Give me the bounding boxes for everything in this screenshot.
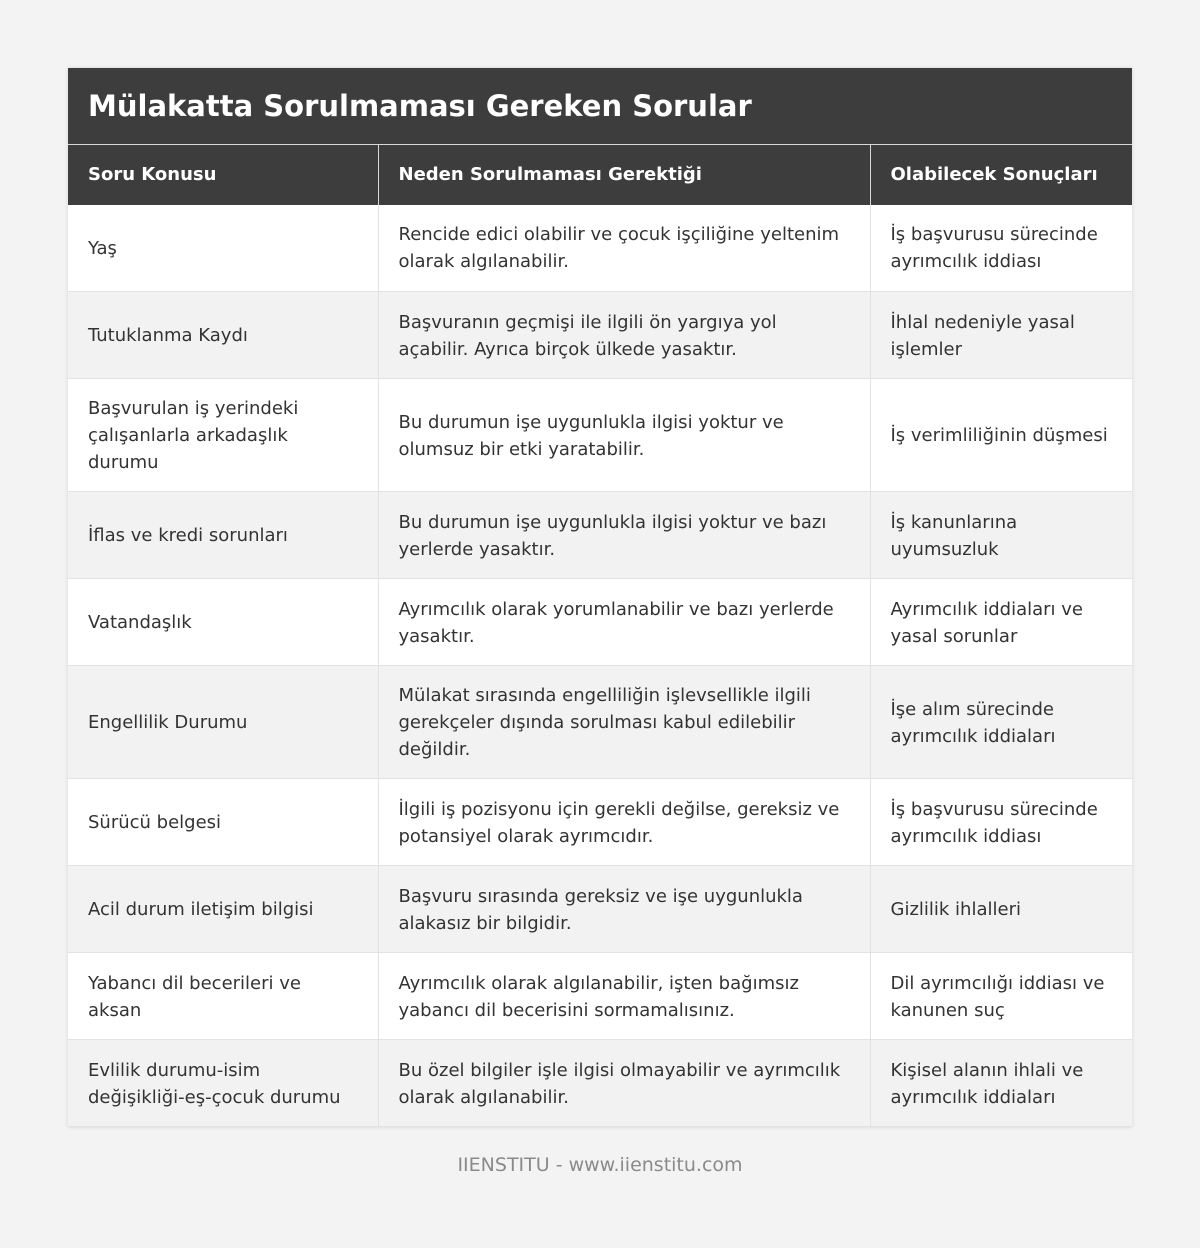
cell-reason: Ayrımcılık olarak yorumlanabilir ve bazı yerlerde yasaktır. <box>378 579 870 666</box>
column-header-consequence: Olabilecek Sonuçları <box>870 145 1132 205</box>
table-row <box>68 779 1132 866</box>
cell-topic: Vatandaşlık <box>68 579 378 666</box>
table-row <box>68 1040 1132 1127</box>
table-row <box>68 666 1132 779</box>
cell-topic: İflas ve kredi sorunları <box>68 492 378 579</box>
column-header-topic: Soru Konusu <box>68 145 378 205</box>
questions-table <box>68 144 1132 1127</box>
page-title: Mülakatta Sorulmaması Gereken Sorular <box>88 89 752 123</box>
cell-topic: Yabancı dil becerileri ve aksan <box>68 953 378 1040</box>
cell-reason: Başvuru sırasında gereksiz ve işe uygunlukla alakasız bir bilgidir. <box>378 866 870 953</box>
cell-consequence: İş verimliliğinin düşmesi <box>870 379 1132 492</box>
cell-topic: Yaş <box>68 205 378 292</box>
cell-consequence: İş başvurusu sürecinde ayrımcılık iddiası <box>870 205 1132 292</box>
table-card <box>68 68 1132 1127</box>
cell-reason: Bu özel bilgiler işle ilgisi olmayabilir ve ayrımcılık olarak algılanabilir. <box>378 1040 870 1127</box>
cell-reason: Ayrımcılık olarak algılanabilir, işten bağımsız yabancı dil becerisini sormamalısınız. <box>378 953 870 1040</box>
cell-consequence: İş kanunlarına uyumsuzluk <box>870 492 1132 579</box>
cell-consequence: İhlal nedeniyle yasal işlemler <box>870 292 1132 379</box>
table-row <box>68 492 1132 579</box>
cell-consequence: Dil ayrımcılığı iddiası ve kanunen suç <box>870 953 1132 1040</box>
cell-topic: Sürücü belgesi <box>68 779 378 866</box>
cell-topic: Başvurulan iş yerindeki çalışanlarla arkadaşlık durumu <box>68 379 378 492</box>
title-bar <box>68 68 1132 144</box>
table-row <box>68 953 1132 1040</box>
table-row <box>68 866 1132 953</box>
cell-reason: Mülakat sırasında engelliliğin işlevsellikle ilgili gerekçeler dışında sorulması kabul edilebilir değildir. <box>378 666 870 779</box>
table-row <box>68 205 1132 292</box>
cell-reason: Başvuranın geçmişi ile ilgili ön yargıya yol açabilir. Ayrıca birçok ülkede yasaktır. <box>378 292 870 379</box>
cell-consequence: Kişisel alanın ihlali ve ayrımcılık iddiaları <box>870 1040 1132 1127</box>
cell-topic: Engellilik Durumu <box>68 666 378 779</box>
cell-consequence: İşe alım sürecinde ayrımcılık iddiaları <box>870 666 1132 779</box>
cell-reason: İlgili iş pozisyonu için gerekli değilse, gereksiz ve potansiyel olarak ayrımcıdır. <box>378 779 870 866</box>
cell-reason: Bu durumun işe uygunlukla ilgisi yoktur ve bazı yerlerde yasaktır. <box>378 492 870 579</box>
cell-topic: Evlilik durumu-isim değişikliği-eş-çocuk durumu <box>68 1040 378 1127</box>
cell-consequence: İş başvurusu sürecinde ayrımcılık iddiası <box>870 779 1132 866</box>
footer-credit: IIENSTITU - www.iienstitu.com <box>457 1154 743 1176</box>
table-header-row <box>68 145 1132 205</box>
table-row <box>68 579 1132 666</box>
cell-reason: Rencide edici olabilir ve çocuk işçiliğine yeltenim olarak algılanabilir. <box>378 205 870 292</box>
cell-reason: Bu durumun işe uygunlukla ilgisi yoktur ve olumsuz bir etki yaratabilir. <box>378 379 870 492</box>
cell-consequence: Ayrımcılık iddiaları ve yasal sorunlar <box>870 579 1132 666</box>
table-row <box>68 379 1132 492</box>
cell-consequence: Gizlilik ihlalleri <box>870 866 1132 953</box>
column-header-reason: Neden Sorulmaması Gerektiği <box>378 145 870 205</box>
cell-topic: Acil durum iletişim bilgisi <box>68 866 378 953</box>
table-row <box>68 292 1132 379</box>
cell-topic: Tutuklanma Kaydı <box>68 292 378 379</box>
